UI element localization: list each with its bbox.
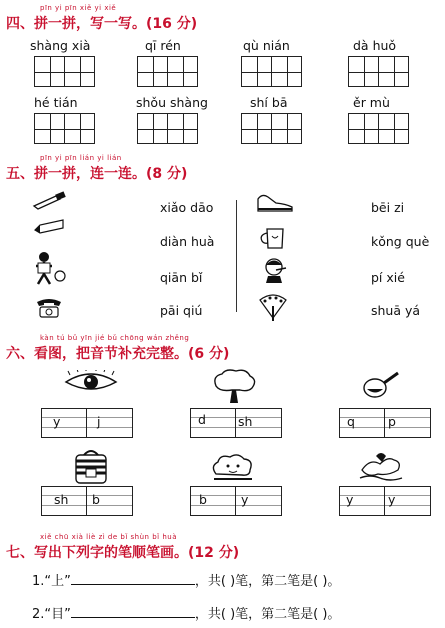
syllable-box-5[interactable]: [190, 486, 282, 516]
s7-title: 七、写出下列字的笔顺笔画。(12 分): [6, 545, 240, 561]
write-grid-4[interactable]: [348, 56, 409, 87]
telephone-icon: [34, 296, 64, 318]
question-2: [32, 603, 340, 622]
q2-rest: ，共( )笔，第二笔是( )。: [194, 607, 341, 622]
s5-left-4: pāi qiú: [160, 303, 203, 318]
syllable-4b: b: [92, 492, 100, 507]
s6-ruby: kàn tú bǔ yīn jié bǔ chōng wán zhěng: [40, 334, 190, 342]
s5-title: 五、拼一拼，连一连。(8 分): [6, 166, 188, 182]
s4-title: 四、拼一拼，写一写。(16 分): [6, 16, 198, 32]
syllable-1a: y: [53, 414, 61, 429]
syllable-4a: sh: [54, 492, 69, 507]
write-grid-5[interactable]: [34, 113, 95, 144]
syllable-box-6[interactable]: [339, 486, 431, 516]
eye-icon: [64, 370, 118, 394]
s5-left-1: xiǎo dāo: [160, 200, 214, 215]
s5-ruby: pīn yi pīn lián yi lián: [40, 154, 122, 162]
write-grid-8[interactable]: [348, 113, 409, 144]
s4-py-2: qī rén: [145, 38, 181, 53]
s4-py-5: hé tián: [34, 95, 78, 110]
s5-right-3: pí xié: [371, 270, 405, 285]
shoe-icon: [256, 191, 294, 213]
q1-label: 1.“上”: [32, 574, 71, 589]
cloud-icon: [210, 452, 256, 482]
s5-right-4: shuā yá: [371, 303, 421, 318]
syllable-2a: d: [198, 412, 206, 427]
brushing-teeth-icon: [262, 256, 288, 284]
q1-blank[interactable]: [71, 572, 195, 585]
s4-py-6: shǒu shàng: [136, 95, 208, 110]
write-grid-2[interactable]: [137, 56, 198, 87]
cup-icon: [258, 226, 288, 250]
q1-rest: ，共( )笔，第二笔是( )。: [194, 574, 341, 589]
s6-title: 六、看图，把音节补充完整。(6 分): [6, 346, 230, 362]
tree-icon: [212, 368, 256, 404]
write-grid-7[interactable]: [241, 113, 302, 144]
s4-py-4: dà huǒ: [353, 38, 397, 53]
syllable-5b: y: [241, 492, 249, 507]
s4-ruby: pīn yi pīn xiě yi xiě: [40, 4, 117, 12]
syllable-box-1[interactable]: [41, 408, 133, 438]
question-1: [32, 570, 340, 589]
schoolbag-icon: [72, 449, 110, 485]
write-grid-6[interactable]: [137, 113, 198, 144]
syllable-3b: p: [388, 414, 396, 429]
boy-ball-icon: [28, 250, 68, 286]
s5-right-1: bēi zi: [371, 200, 405, 215]
syllable-2b: sh: [238, 414, 253, 429]
divider-line: [236, 200, 237, 312]
ducks-icon: [358, 450, 404, 482]
s7-ruby: xiě chū xià liè zì de bǐ shùn bǐ huà: [40, 533, 177, 541]
s4-py-8: ěr mù: [353, 95, 390, 110]
syllable-6a: y: [346, 492, 354, 507]
ladle-icon: [362, 370, 400, 400]
s4-py-7: shí bā: [250, 95, 288, 110]
s4-py-3: qù nián: [243, 38, 290, 53]
syllable-box-2[interactable]: [190, 408, 282, 438]
syllable-box-4[interactable]: [41, 486, 133, 516]
pencil-icon: [32, 218, 66, 238]
knife-icon: [32, 190, 66, 212]
s5-right-2: kǒng què: [371, 234, 430, 249]
write-grid-1[interactable]: [34, 56, 95, 87]
write-grid-3[interactable]: [241, 56, 302, 87]
syllable-3a: q: [347, 414, 355, 429]
syllable-5a: b: [199, 492, 207, 507]
s4-py-1: shàng xià: [30, 38, 91, 53]
q2-label: 2.“目”: [32, 607, 71, 622]
s5-left-2: diàn huà: [160, 234, 215, 249]
syllable-6b: y: [388, 492, 396, 507]
peacock-icon: [258, 292, 288, 322]
s5-left-3: qiān bǐ: [160, 270, 203, 285]
syllable-1b: j: [97, 414, 101, 429]
q2-blank[interactable]: [71, 605, 195, 618]
syllable-box-3[interactable]: [339, 408, 431, 438]
